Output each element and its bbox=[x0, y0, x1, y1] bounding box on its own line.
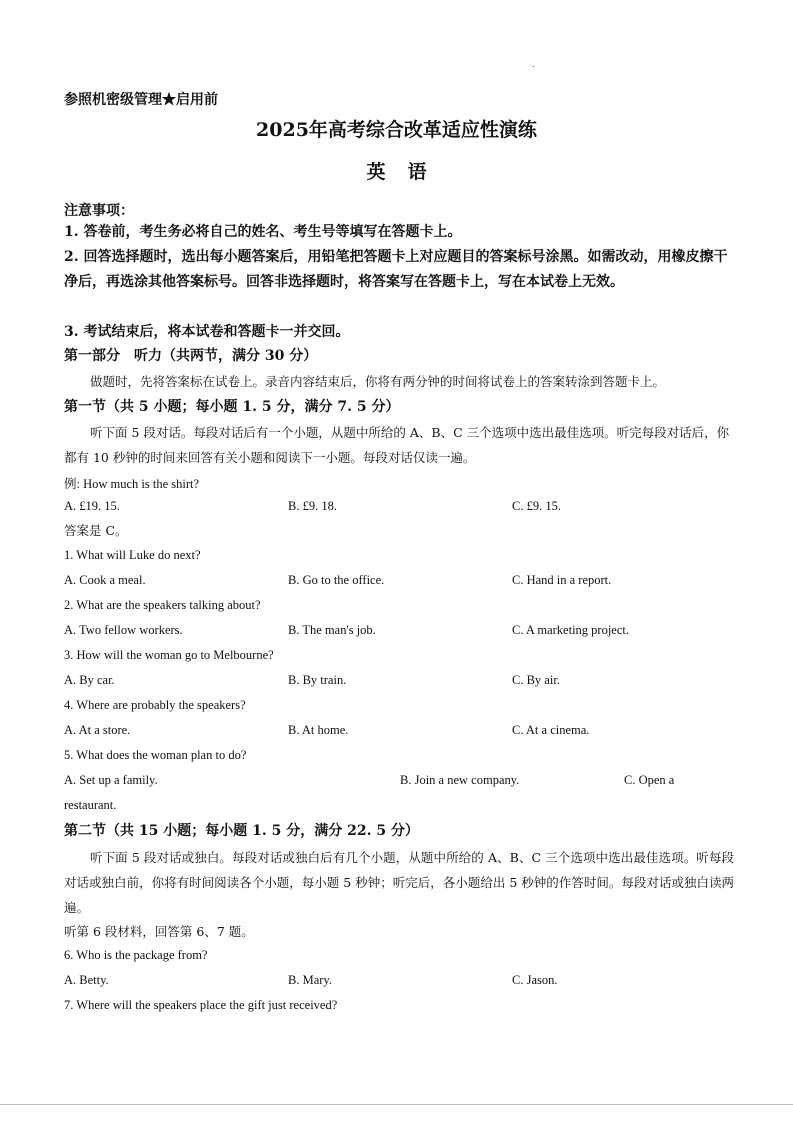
page-dot: . bbox=[532, 60, 535, 69]
question-1: 1. What will Luke do next? bbox=[64, 548, 201, 562]
example-option-b: B. £9. 18. bbox=[288, 499, 337, 513]
q6-option-b: B. Mary. bbox=[288, 973, 332, 987]
question-5: 5. What does the woman plan to do? bbox=[64, 748, 247, 762]
exam-title: 2025年高考综合改革适应性演练 bbox=[256, 119, 537, 141]
subject-title: 英语 bbox=[366, 161, 449, 183]
question-3: 3. How will the woman go to Melbourne? bbox=[64, 648, 274, 662]
material-6-note: 听第 6 段材料，回答第 6、7 题。 bbox=[64, 924, 254, 939]
question-7: 7. Where will the speakers place the gift just received? bbox=[64, 998, 338, 1012]
question-4: 4. Where are probably the speakers? bbox=[64, 698, 246, 712]
section2-instruction: 听下面 5 段对话或独白。每段对话或独白后有几个小题，从题中所给的 A、B、C 三个选项中选出最佳选项。听每段对话或独白前，你将有时间阅读各个小题，每小题 5 秒钟；听完后，各小题给出 5 秒钟的作答时间。每段对话或独白读两遍。 bbox=[64, 850, 734, 915]
q6-option-c: C. Jason. bbox=[512, 973, 558, 987]
q4-option-b: B. At home. bbox=[288, 723, 349, 737]
section1-instruction: 听下面 5 段对话。每段对话后有一个小题，从题中所给的 A、B、C 三个选项中选出最佳选项。听完每段对话后，你都有 10 秒钟的时间来回答有关小题和阅读下一小题。每段对话仅读一遍。 bbox=[64, 425, 730, 465]
question-2: 2. What are the speakers talking about? bbox=[64, 598, 261, 612]
q1-option-b: B. Go to the office. bbox=[288, 573, 385, 587]
q5-option-a: A. Set up a family. bbox=[64, 773, 158, 787]
secret-level: 参照机密级管理★启用前 bbox=[64, 92, 218, 108]
part1-heading: 第一部分 听力（共两节，满分 30 分） bbox=[64, 348, 318, 364]
q6-option-a: A. Betty. bbox=[64, 973, 109, 987]
notice-item-1: 1. 答卷前，考生务必将自己的姓名、考生号等填写在答题卡上。 bbox=[64, 224, 462, 240]
section1-heading: 第一节（共 5 小题；每小题 1. 5 分，满分 7. 5 分） bbox=[64, 399, 400, 415]
example-option-c: C. £9. 15. bbox=[512, 499, 561, 513]
q3-option-a: A. By car. bbox=[64, 673, 115, 687]
example-option-a: A. £19. 15. bbox=[64, 499, 120, 513]
notice-heading: 注意事项： bbox=[64, 203, 134, 219]
q5-option-b: B. Join a new company. bbox=[400, 773, 520, 787]
q1-option-c: C. Hand in a report. bbox=[512, 573, 612, 587]
q3-option-b: B. By train. bbox=[288, 673, 347, 687]
q5-option-c: C. Open a bbox=[624, 773, 675, 787]
example-question: 例: How much is the shirt? bbox=[64, 477, 200, 491]
q5-option-c-wrap: restaurant. bbox=[64, 798, 117, 812]
section2-heading: 第二节（共 15 小题；每小题 1. 5 分，满分 22. 5 分） bbox=[64, 823, 419, 839]
notice-item-3: 3. 考试结束后，将本试卷和答题卡一并交回。 bbox=[64, 324, 350, 340]
q2-option-b: B. The man's job. bbox=[288, 623, 376, 637]
question-6: 6. Who is the package from? bbox=[64, 948, 208, 962]
q2-option-a: A. Two fellow workers. bbox=[64, 623, 183, 637]
notice-item-2: 2. 回答选择题时，选出每小题答案后，用铅笔把答题卡上对应题目的答案标号涂黑。如需改动，用橡皮擦干净后，再选涂其他答案标号。回答非选择题时，将答案写在答题卡上，写在本试卷上无效。 bbox=[64, 249, 728, 290]
q4-option-c: C. At a cinema. bbox=[512, 723, 590, 737]
q1-option-a: A. Cook a meal. bbox=[64, 573, 146, 587]
q3-option-c: C. By air. bbox=[512, 673, 560, 687]
q4-option-a: A. At a store. bbox=[64, 723, 131, 737]
part1-instruction: 做题时，先将答案标在试卷上。录音内容结束后，你将有两分钟的时间将试卷上的答案转涂到答题卡上。 bbox=[90, 374, 666, 389]
example-answer: 答案是 C。 bbox=[64, 523, 128, 538]
q2-option-c: C. A marketing project. bbox=[512, 623, 629, 637]
bottom-divider bbox=[0, 1104, 793, 1105]
